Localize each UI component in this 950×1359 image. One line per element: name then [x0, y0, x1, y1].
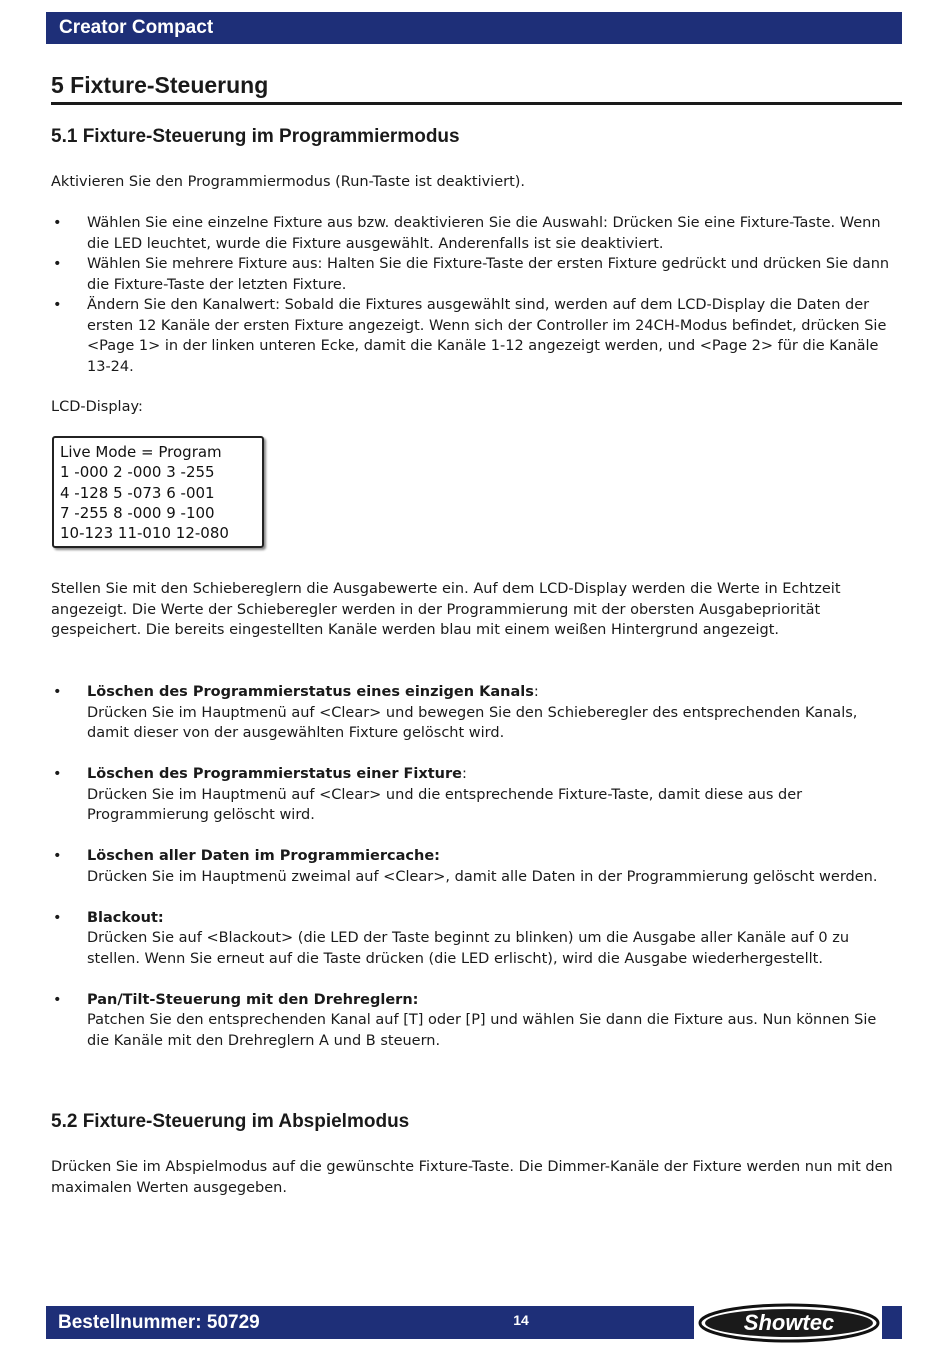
section-title: 5 Fixture-Steuerung [51, 72, 902, 105]
subsection-5-1-title: 5.1 Fixture-Steuerung im Programmiermodus [51, 126, 460, 147]
operations-list [51, 682, 901, 1072]
item-heading: Löschen aller Daten im Programmiercache: [87, 848, 440, 864]
list-item: • Löschen des Programmierstatus einer Fixture: Drücken Sie im Hauptmenü auf <Clear> und die entsprechende Fixture-Taste, damit diese aus der Programmierung gelöscht wird. [53, 766, 803, 823]
lcd-line: 10-123 11-010 12-080 [60, 524, 229, 543]
footer-bar-end [882, 1306, 902, 1339]
document-header-title: Creator Compact [46, 12, 902, 44]
footer-bar [46, 1306, 694, 1339]
intro-paragraph: Aktivieren Sie den Programmiermodus (Run-Taste ist deaktiviert). [51, 174, 526, 190]
subsection-5-2-title: 5.2 Fixture-Steuerung im Abspielmodus [51, 1111, 410, 1132]
list-item: • Löschen des Programmierstatus eines einzigen Kanals: Drücken Sie im Hauptmenü auf <Clear> und bewegen Sie den Schieberegler des entsprechenden Kanals, damit dieser von der ausgewählten Fixture gelöscht wird. [53, 684, 858, 741]
item-body: Drücken Sie auf <Blackout> (die LED der Taste beginnt zu blinken) um die Ausgabe aller Kanäle auf 0 zu stellen. Wenn Sie erneut auf die Taste drücken (die LED erlischt), wird die Ausgabe wiederhergestellt. [87, 930, 850, 967]
item-heading: Pan/Tilt-Steuerung mit den Drehreglern: [87, 991, 419, 1008]
lcd-line: 7 -255 8 -000 9 -100 [60, 503, 215, 522]
lcd-line: 4 -128 5 -073 6 -001 [60, 483, 215, 502]
lcd-line: 1 -000 2 -000 3 -255 [60, 463, 215, 482]
logo-text: Showtec [743, 1310, 835, 1335]
fixture-selection-list [51, 213, 901, 377]
list-item: • Ändern Sie den Kanalwert: Sobald die Fixtures ausgewählt sind, werden auf dem LCD-Display die Daten der ersten 12 Kanäle der ersten Fixture angezeigt. Wenn sich der Controller im 24CH-Modus befindet, drücken Sie <Page 1> in der linken unteren Ecke, damit die Kanäle 1-12 angezeigt werden, und <Page 2> für die Kanäle 13-24. [53, 297, 887, 375]
item-body: Drücken Sie im Hauptmenü zweimal auf <Clear>, damit alle Daten in der Programmierung gelöscht werden. [87, 868, 878, 885]
order-number: Bestellnummer: 50729 [58, 1312, 260, 1333]
lcd-line: Live Mode = Program [60, 443, 222, 461]
item-body: Patchen Sie den entsprechenden Kanal auf [T] oder [P] und wählen Sie dann die Fixture aus. Nun können Sie die Kanäle mit den Drehreglern A und B steuern. [87, 1012, 877, 1049]
item-heading: Blackout: [87, 909, 164, 926]
list-item: • Wählen Sie mehrere Fixture aus: Halten Sie die Fixture-Taste der ersten Fixture gedrückt und drücken Sie dann die Fixture-Taste der letzten Fixture. [53, 256, 890, 293]
lcd-display-label: LCD-Display: [51, 399, 143, 415]
list-item: • Löschen aller Daten im Programmiercache: Drücken Sie im Hauptmenü zweimal auf <Clear>, damit alle Daten in der Programmierung gelöscht werden. [53, 848, 878, 885]
page-number: 14 [513, 1312, 529, 1328]
item-heading: Löschen des Programmierstatus einer Fixture [87, 766, 462, 782]
item-body: Drücken Sie im Hauptmenü auf <Clear> und die entsprechende Fixture-Taste, damit diese aus der Programmierung gelöscht wird. [87, 786, 803, 823]
item-heading: Löschen des Programmierstatus eines einzigen Kanals [87, 684, 534, 700]
list-item: • Wählen Sie eine einzelne Fixture aus bzw. deaktivieren Sie die Auswahl: Drücken Sie eine Fixture-Taste. Wenn die LED leuchtet, wurde die Fixture ausgewählt. Anderenfalls ist sie deaktiviert. [53, 215, 881, 252]
showtec-logo [697, 1302, 881, 1344]
lcd-display-panel [52, 436, 264, 548]
fader-paragraph: Stellen Sie mit den Schiebereglern die Ausgabewerte ein. Auf dem LCD-Display werden die Werte in Echtzeit angezeigt. Die Werte der Schieberegler werden in der Programmierung mit der obersten Ausgabepriorität gespeichert. Die bereits eingestellten Kanäle werden blau mit einem weißen Hintergrund angezeigt. [51, 581, 841, 638]
list-item: • Pan/Tilt-Steuerung mit den Drehreglern: Patchen Sie den entsprechenden Kanal auf [T] oder [P] und wählen Sie dann die Fixture aus. Nun können Sie die Kanäle mit den Drehreglern A und B steuern. [53, 991, 877, 1049]
item-body: Drücken Sie im Hauptmenü auf <Clear> und bewegen Sie den Schieberegler des entsprechenden Kanals, damit dieser von der ausgewählten Fixture gelöscht wird. [87, 704, 858, 741]
playback-paragraph: Drücken Sie im Abspielmodus auf die gewünschte Fixture-Taste. Die Dimmer-Kanäle der Fixture werden nun mit den maximalen Werten ausgegeben. [51, 1159, 893, 1196]
list-item: • Blackout: Drücken Sie auf <Blackout> (die LED der Taste beginnt zu blinken) um die Ausgabe aller Kanäle auf 0 zu stellen. Wenn Sie erneut auf die Taste drücken (die LED erlischt), wird die Ausgabe wiederhergestellt. [53, 909, 850, 967]
